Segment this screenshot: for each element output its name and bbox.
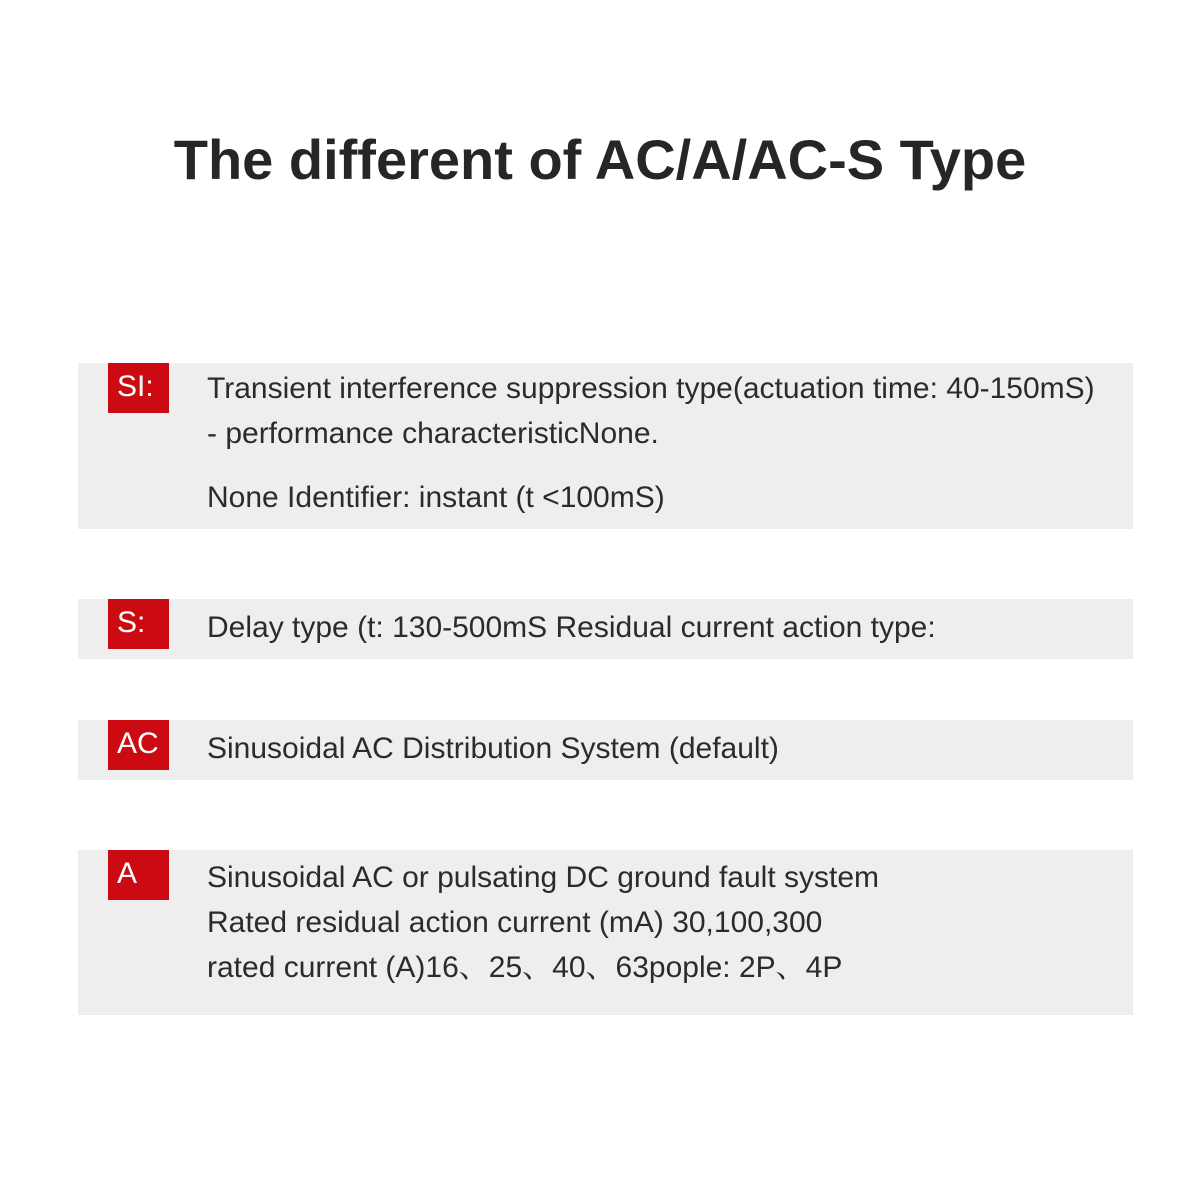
section-ac	[78, 720, 1133, 780]
description-line: Sinusoidal AC or pulsating DC ground fault system	[207, 861, 880, 894]
type-badge-si: SI:	[108, 363, 169, 413]
section-a	[78, 850, 1133, 1015]
section-si-description	[207, 366, 1095, 520]
section-si	[78, 363, 1133, 529]
section-a-description	[207, 855, 879, 990]
description-line: None Identifier: instant (t <100mS)	[207, 481, 665, 514]
type-badge-s: S:	[108, 599, 169, 649]
description-line: - performance characteristicNone.	[207, 417, 659, 450]
page-title: The different of AC/A/AC-S Type	[173, 128, 1027, 191]
description-line: Delay type (t: 130-500mS Residual current action type:	[207, 611, 936, 644]
type-badge-ac: AC	[108, 720, 169, 770]
description-line: rated current (A)16、25、40、63pople: 2P、4P	[207, 951, 843, 984]
description-line: Transient interference suppression type(actuation time: 40-150mS)	[207, 372, 1095, 405]
section-s	[78, 599, 1133, 659]
description-line: Sinusoidal AC Distribution System (default)	[207, 732, 779, 765]
section-ac-description	[207, 726, 779, 771]
type-badge-a: A	[108, 850, 169, 900]
description-line: Rated residual action current (mA) 30,100,300	[207, 906, 823, 939]
section-s-description	[207, 605, 936, 650]
